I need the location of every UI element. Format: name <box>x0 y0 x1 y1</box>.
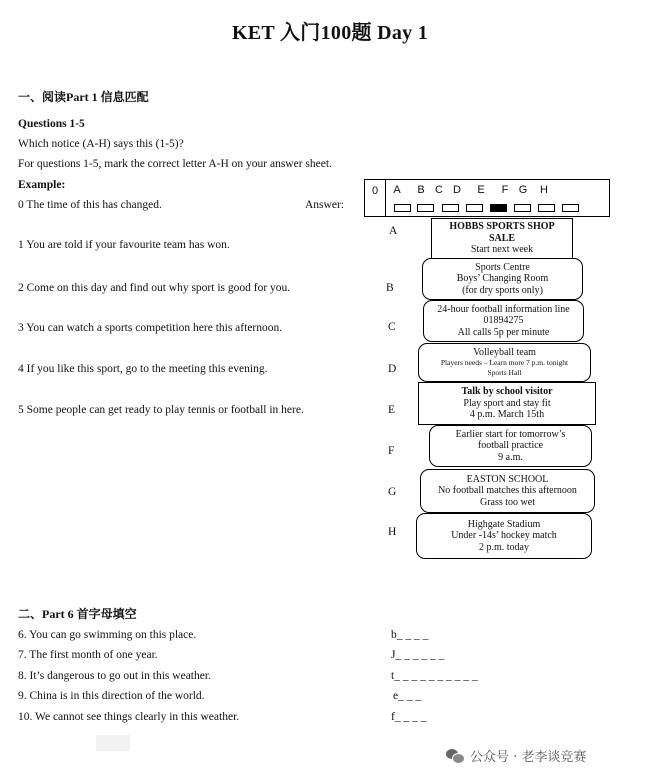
fill-question-8: 8. It’s dangerous to go out in this weather. <box>18 670 211 682</box>
fill-blank-7: J_ _ _ _ _ _ <box>391 649 445 661</box>
instruction-2: For questions 1-5, mark the correct letter A-H on your answer sheet. <box>18 158 332 170</box>
notice-g <box>420 469 595 513</box>
fill-question-7: 7. The first month of one year. <box>18 649 158 661</box>
notice-letter-e: E <box>388 404 396 416</box>
answer-cell <box>562 204 579 212</box>
answer-letter: A <box>393 184 401 196</box>
notice-a <box>431 218 573 258</box>
answer-cell <box>538 204 555 212</box>
notice-line: Sports Hall <box>487 368 522 378</box>
notice-letter-b: B <box>386 282 394 294</box>
notice-line: Talk by school visitor <box>461 386 553 398</box>
notice-line: Play sport and stay fit <box>463 397 551 409</box>
notice-line: 4 p.m. March 15th <box>469 409 545 421</box>
notice-letter-f: F <box>388 445 395 457</box>
notice-line: No football matches this afternoon <box>438 485 577 497</box>
notice-line: 2 p.m. today <box>479 541 529 553</box>
question-5: 5 Some people can get ready to play tennis or football in here. <box>18 404 304 416</box>
notice-line: All calls 5p per minute <box>457 326 550 338</box>
instruction-1: Which notice (A-H) says this (1-5)? <box>18 138 184 150</box>
answer-letter: E <box>477 184 485 196</box>
notice-line: Highgate Stadium <box>467 518 541 530</box>
page-title: KET 入门100题 Day 1 <box>231 22 429 44</box>
answer-cell <box>514 204 531 212</box>
fill-blank-10: f_ _ _ _ <box>391 711 427 723</box>
example-label: Example: <box>18 179 66 191</box>
question-2: 2 Come on this day and find out why sport is good for you. <box>18 282 291 294</box>
notice-line: Boys’ Changing Room <box>456 273 549 285</box>
notice-line: Players needs – Learn more 7 p.m. tonight <box>440 358 569 368</box>
answer-cell <box>394 204 411 212</box>
notice-line: 01894275 <box>483 315 524 327</box>
notice-line: 24-hour football information line <box>437 303 570 315</box>
question-4: 4 If you like this sport, go to the meeting this evening. <box>18 363 268 375</box>
fill-question-10: 10. We cannot see things clearly in this weather. <box>18 711 240 723</box>
fill-question-6: 6. You can go swimming on this place. <box>18 629 197 641</box>
question-1: 1 You are told if your favourite team has won. <box>18 239 230 251</box>
notice-c <box>423 300 584 342</box>
notice-letter-d: D <box>388 363 397 375</box>
answer-box-number: 0 <box>365 180 386 216</box>
scan-mark <box>96 735 130 751</box>
notice-letter-a: A <box>389 225 398 237</box>
answer-letter: F <box>501 184 509 196</box>
notice-line: (for dry sports only) <box>462 284 543 296</box>
notice-line: EASTON SCHOOL <box>466 473 549 485</box>
section1-heading: 一、阅读Part 1 信息匹配 <box>18 90 149 104</box>
question-3: 3 You can watch a sports competition here this afternoon. <box>18 322 283 334</box>
notice-line: Under -14s’ hockey match <box>451 530 557 542</box>
fill-blank-6: b_ _ _ _ <box>391 629 429 641</box>
answer-cell <box>490 204 507 212</box>
example-text: 0 The time of this has changed. <box>18 199 162 211</box>
answer-letter: B <box>417 184 425 196</box>
fill-question-9: 9. China is in this direction of the world. <box>18 690 205 702</box>
notice-line: Grass too wet <box>480 496 535 508</box>
notice-d <box>418 343 591 382</box>
fill-blank-8: t_ _ _ _ _ _ _ _ _ _ <box>391 670 478 682</box>
answer-cell <box>442 204 459 212</box>
answer-letter: G <box>518 184 528 196</box>
notice-e <box>418 382 596 425</box>
watermark <box>446 746 586 765</box>
answer-cell <box>417 204 434 212</box>
notice-h <box>416 513 592 559</box>
questions-label: Questions 1-5 <box>18 118 85 130</box>
notice-line: HOBBS SPORTS SHOP <box>449 221 555 233</box>
notice-b <box>422 258 583 300</box>
answer-sample-box <box>364 179 610 217</box>
notice-line: Sports Centre <box>475 261 530 273</box>
notice-line: 9 a.m. <box>498 451 523 463</box>
fill-blank-9: e_ _ _ <box>393 690 422 702</box>
answer-letter: H <box>540 184 548 196</box>
notice-line: SALE <box>488 232 516 244</box>
notice-line: Volleyball team <box>473 346 536 358</box>
notice-line: football practice <box>477 440 544 452</box>
notice-letter-h: H <box>388 526 397 538</box>
answer-letter: D <box>453 184 461 196</box>
answer-letter: C <box>435 184 443 196</box>
notice-line: Earlier start for tomorrow’s <box>455 428 566 440</box>
wechat-icon <box>446 749 464 763</box>
section2-heading: 二、Part 6 首字母填空 <box>18 607 137 621</box>
notice-line: Start next week <box>470 244 534 256</box>
notice-letter-c: C <box>388 321 396 333</box>
notice-f <box>429 425 592 467</box>
watermark-text: 公众号 · 老李谈竞赛 <box>470 750 587 765</box>
notice-letter-g: G <box>388 486 397 498</box>
answer-label: Answer: <box>305 199 344 211</box>
answer-cell <box>466 204 483 212</box>
